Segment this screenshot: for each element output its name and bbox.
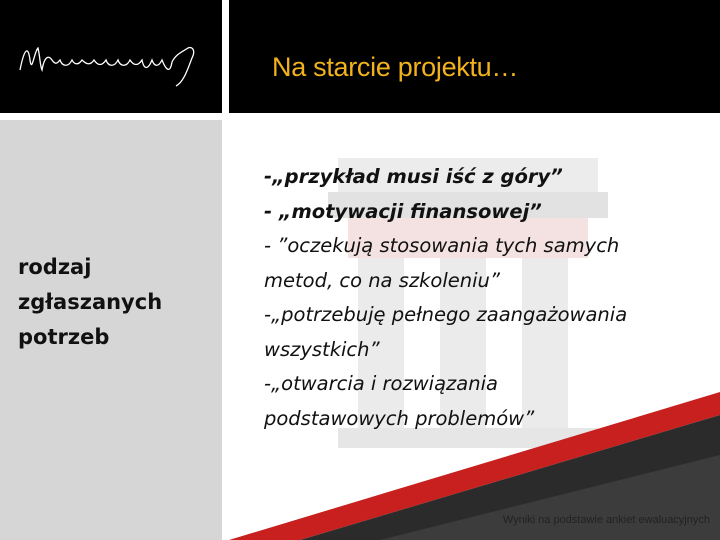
bullet-line: wszystkich” (264, 337, 380, 361)
bullet-line: metod, co na szkoleniu” (264, 268, 500, 292)
bullet-line: - ”oczekują stosowania tych samych (264, 234, 620, 257)
page-title: Na starcie projektu… (272, 52, 519, 82)
footnote: Wyniki na podstawie ankiet ewaluacyjnych (502, 514, 710, 526)
sidebar-label-line: potrzeb (18, 325, 110, 349)
bullet-line: -„potrzebuję pełnego zaangażowania (264, 303, 628, 326)
bullet-line: -„otwarcia i rozwiązania (264, 372, 498, 395)
bullet-line: -„przykład musi iść z góry” (264, 165, 563, 188)
sidebar-label-line: zgłaszanych (18, 290, 163, 314)
bullet-line: podstawowych problemów” (264, 406, 535, 430)
bullet-line: - „motywacji finansowej” (264, 199, 542, 223)
sidebar-label-line: rodzaj (18, 255, 92, 279)
